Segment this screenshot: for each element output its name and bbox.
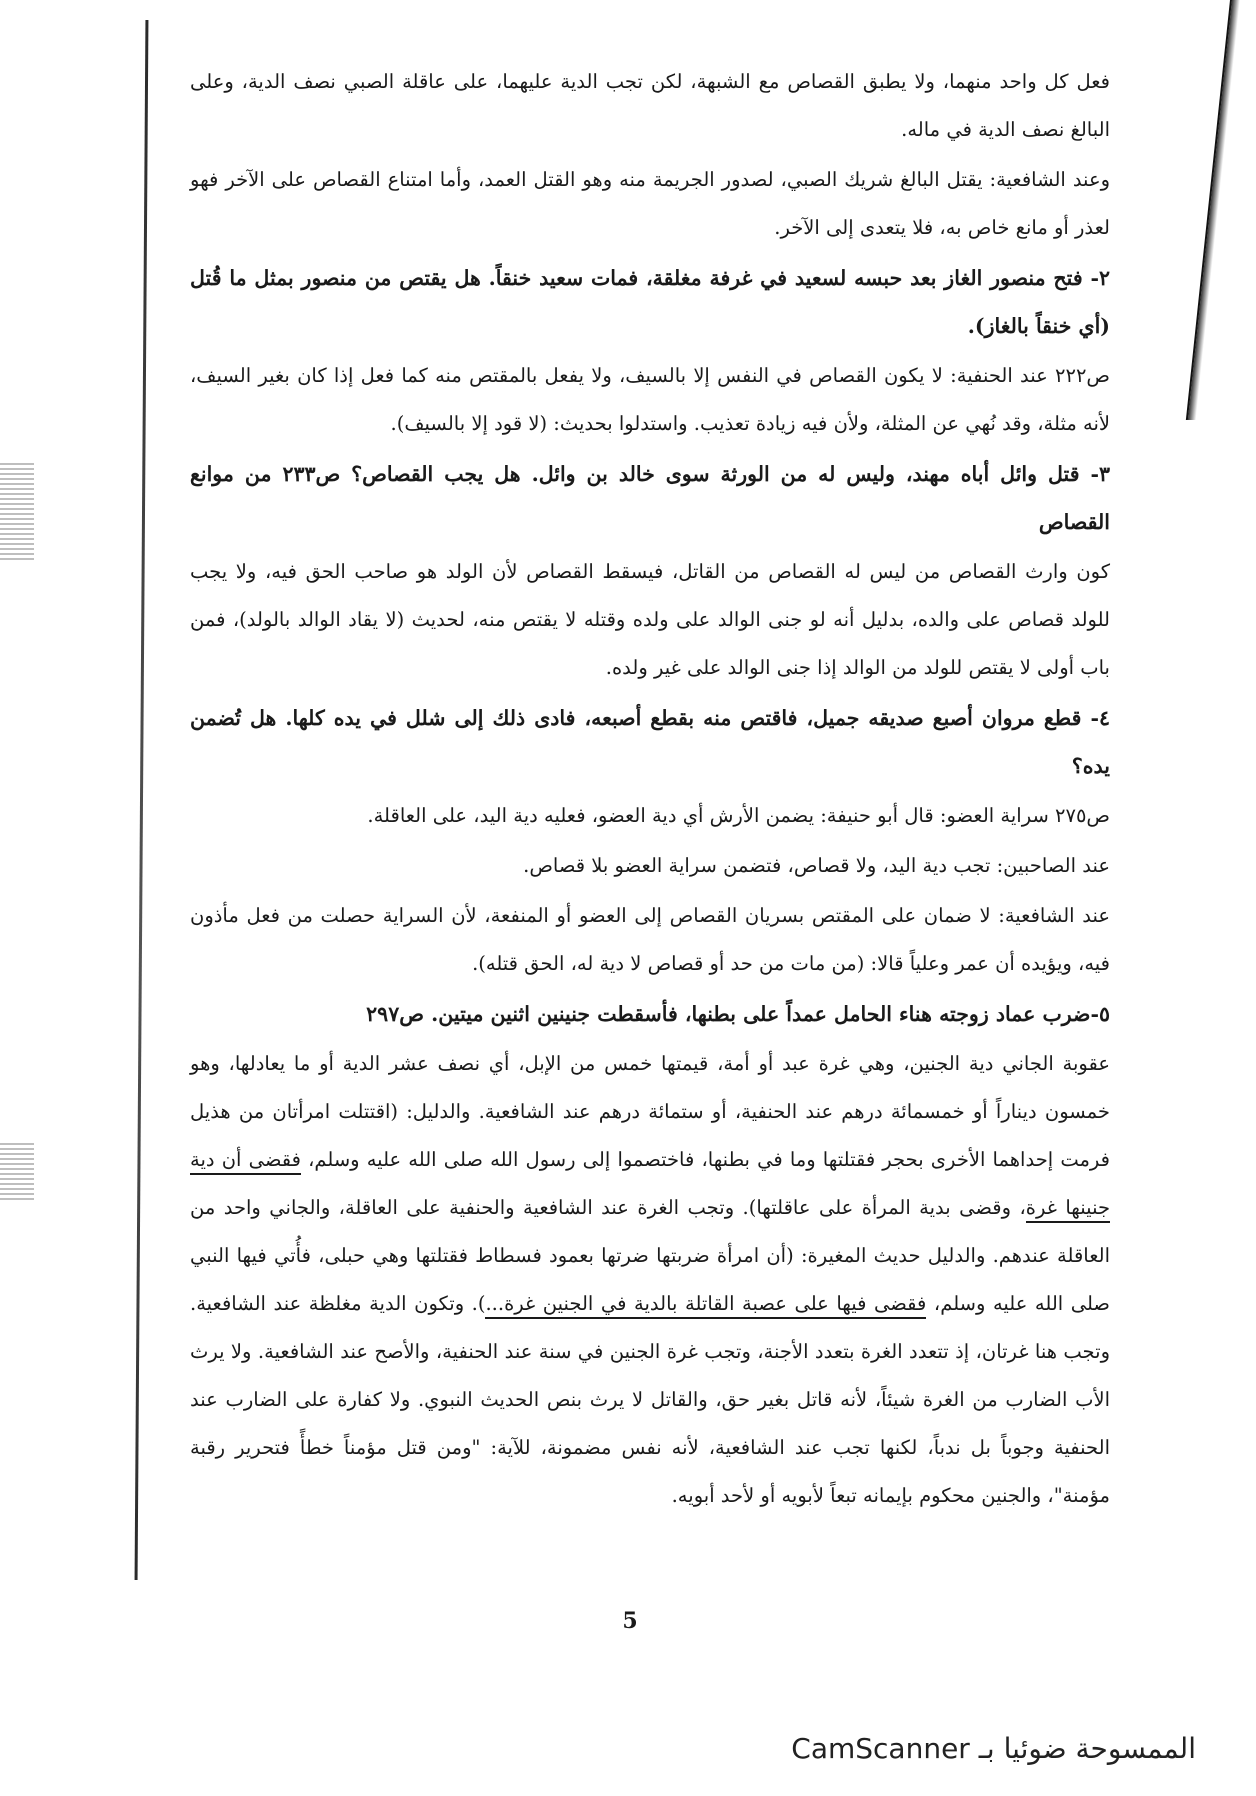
q5-text-a: عقوبة الجاني دية الجنين، وهي غرة عبد أو أمة، قيمتها خمس من الإبل، أي نصف عشر الدية أو ما يعادلها، وهو خمسون ديناراً أو خمسمائة درهم عند الحنفية، أو ستمائة درهم عند الشافعية. والدليل: (اقتتلت امرأتان من هذيل فرمت إحداهما الأخرى بحجر فقتلتها وما في بطنها، فاختصموا إلى رسول الله صلى الله عليه وسلم،	[190, 1052, 1110, 1171]
question-5-title: ٥-ضرب عماد زوجته هناء الحامل عمداً على بطنها، فأسقطت جنينين اثنين ميتين. ص٢٩٧	[366, 1002, 1110, 1026]
question-4-line-1: ص٢٧٥ سراية العضو: قال أبو حنيفة: يضمن الأرش أي دية العضو، فعليه دية اليد، على العاقلة.	[367, 804, 1110, 827]
camscanner-watermark: الممسوحة ضوئيا بـ CamScanner	[791, 1732, 1196, 1765]
document-body	[190, 58, 1111, 1507]
question-2-title: ٢- فتح منصور الغاز بعد حبسه لسعيد في غرفة مغلقة، فمات سعيد خنقاً. هل يقتص من منصور بمثل ما قُتل (أي خنقاً بالغاز).	[190, 266, 1110, 338]
scan-smudge-top	[0, 460, 34, 560]
question-4-line-2: عند الصاحبين: تجب دية اليد، ولا قصاص، فتضمن سراية العضو بلا قصاص.	[523, 854, 1110, 877]
question-4-line-3: عند الشافعية: لا ضمان على المقتص بسريان القصاص إلى العضو أو المنفعة، لأن السراية حصلت من فعل مأذون فيه، ويؤيده أن عمر وعلياً قالا: (من مات من حد أو قصاص لا دية له، الحق قتله).	[190, 904, 1110, 975]
scan-smudge-bottom	[0, 1140, 34, 1200]
paragraph-2: وعند الشافعية: يقتل البالغ شريك الصبي، لصدور الجريمة منه وهو القتل العمد، وأما امتناع القصاص على الآخر فهو لعذر أو مانع خاص به، فلا يتعدى إلى الآخر.	[190, 168, 1110, 239]
q5-text-b: ، وقضى بدية المرأة على عاقلتها). وتجب الغرة عند الشافعية والحنفية على العاقلة، والجاني واحد من العاقلة عندهم. والدليل حديث المغيرة: (أن امرأة ضربتها ضرتها بعمود فسطاط فقتلتها وهي حبلى، فأُتي فيها النبي صلى الله عليه وسلم،	[190, 1196, 1110, 1315]
q5-underlined-2: فقضى فيها على عصبة القاتلة بالدية في الجنين غرة...	[485, 1292, 926, 1319]
binding-edge-line	[135, 20, 149, 1580]
question-3-answer: كون وارث القصاص من ليس له القصاص من القاتل، فيسقط القصاص لأن الولد هو صاحب الحق فيه، ولا يجب للولد قصاص على والده، بدليل أنه لو جنى الوالد على ولده وقتله لا يقتص منه، لحديث (لا يقاد الوالد بالولد)، فمن باب أولى لا يقتص للولد من الوالد إذا جنى الوالد على غير ولده.	[190, 560, 1110, 679]
question-2-answer: ص٢٢٢ عند الحنفية: لا يكون القصاص في النفس إلا بالسيف، ولا يفعل بالمقتص منه كما فعل إذا كان بغير السيف، لأنه مثلة، وقد نُهي عن المثلة، ولأن فيه زيادة تعذيب. واستدلوا بحديث: (لا قود إلا بالسيف).	[190, 364, 1110, 435]
paragraph-1: فعل كل واحد منهما، ولا يطبق القصاص مع الشبهة، لكن تجب الدية عليهما، على عاقلة الصبي نصف الدية، وعلى البالغ نصف الدية في ماله.	[190, 70, 1110, 141]
page-number: 5	[622, 1608, 638, 1634]
q5-underlined-1: فقضى أن دية جنينها غرة	[190, 1148, 1110, 1223]
question-5-answer	[190, 1040, 1110, 1520]
q5-text-c: ). وتكون الدية مغلظة عند الشافعية. وتجب هنا غرتان، إذ تتعدد الغرة بتعدد الأجنة، وتجب غرة الجنين في سنة عند الحنفية، والأصح عند الشافعية. ولا يرث الأب الضارب من الغرة شيئاً، لأنه قاتل بغير حق، والقاتل لا يرث بنص الحديث النبوي. ولا كفارة على الضارب عند الحنفية وجوباً بل ندباً، لكنها تجب عند الشافعية، لأنه نفس مضمونة، للآية: "ومن قتل مؤمناً خطأً فتحرير رقبة مؤمنة"، والجنين محكوم بإيمانه تبعاً لأبويه أو لأحد أبويه.	[190, 1292, 1110, 1507]
question-4-title: ٤- قطع مروان أصبع صديقه جميل، فاقتص منه بقطع أصبعه، فادى ذلك إلى شلل في يده كلها. هل تُضمن يده؟	[190, 706, 1110, 778]
page-curl-edge	[1186, 0, 1256, 420]
question-3-title: ٣- قتل وائل أباه مهند، وليس له من الورثة سوى خالد بن وائل. هل يجب القصاص؟ ص٢٣٣ من موانع القصاص	[190, 462, 1110, 534]
